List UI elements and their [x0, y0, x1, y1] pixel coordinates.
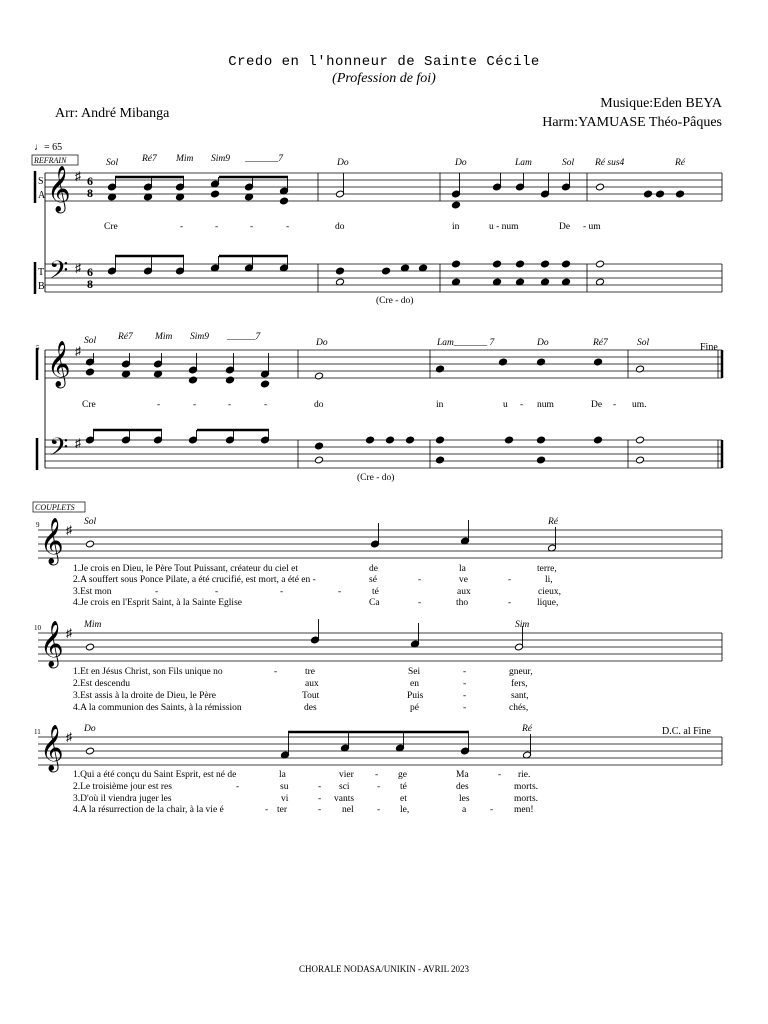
note-head: [561, 260, 570, 268]
chord-symbol: Ré: [675, 158, 686, 168]
lyric: do: [335, 222, 345, 232]
note-head: [536, 436, 545, 444]
lyric: -: [157, 400, 161, 410]
svg-text:ter: ter: [277, 805, 288, 815]
chord-symbol: Mim: [155, 332, 173, 342]
lyric: Cre: [104, 222, 118, 232]
svg-text:2.A souffert sous Ponce Pilate: 2.A souffert sous Ponce Pilate, a été crucifié, est mort, a été en -: [73, 575, 316, 585]
note-head: [655, 190, 664, 198]
svg-text:en: en: [410, 679, 419, 689]
chord-symbol: Do: [537, 338, 549, 348]
svg-text:-: -: [508, 575, 512, 585]
note-head: [385, 436, 394, 444]
svg-text:-: -: [418, 598, 422, 608]
measure-number-9: 9: [36, 521, 40, 529]
svg-text:et: et: [400, 794, 407, 804]
lyric: Cre: [82, 400, 96, 410]
measure-number-11: 11: [34, 728, 41, 736]
svg-text:-: -: [463, 691, 467, 701]
lyric: -: [613, 400, 617, 410]
svg-text:la: la: [279, 770, 286, 780]
time-sig-den: 8: [87, 277, 93, 291]
svg-text:su: su: [280, 782, 289, 792]
svg-text:tre: tre: [305, 667, 316, 677]
svg-text:ve: ve: [459, 575, 468, 585]
lyric: -: [286, 222, 290, 232]
lyric: -: [180, 222, 184, 232]
note-head: [435, 365, 444, 373]
svg-text:ge: ge: [398, 770, 407, 780]
label-tenor: T: [38, 267, 45, 278]
bass-clef-icon: 𝄢: [49, 257, 69, 290]
note-head: [335, 267, 344, 275]
svg-text:li,: li,: [545, 575, 553, 585]
svg-text:-: -: [215, 587, 219, 597]
svg-text:-: -: [338, 587, 342, 597]
note-head: [85, 368, 94, 376]
svg-text:-: -: [236, 782, 240, 792]
svg-text:-: -: [318, 794, 322, 804]
chord-symbol: Mim: [176, 154, 194, 164]
svg-text:4.A la résurrection de la chai: 4.A la résurrection de la chair, à la vie é: [73, 805, 224, 815]
sharp-icon: ♯: [75, 169, 81, 183]
svg-text:-: -: [318, 782, 322, 792]
svg-text:sant,: sant,: [511, 691, 529, 701]
lower-lyric: (Cre - do): [357, 473, 395, 483]
chord-symbol: ______7: [227, 332, 261, 342]
note-head: [405, 436, 414, 444]
verse2-line4: [73, 703, 528, 713]
verse3-line1: [73, 770, 530, 780]
page-title: Credo en l'honneur de Sainte Cécile: [228, 54, 540, 70]
treble-clef-icon: 𝄞: [47, 166, 71, 211]
lyric: in: [436, 400, 444, 410]
treble-clef-icon: 𝄞: [47, 341, 71, 386]
note-head: [435, 436, 444, 444]
svg-text:de: de: [369, 564, 378, 574]
svg-text:morts.: morts.: [514, 782, 539, 792]
note-head: [210, 190, 219, 198]
footer-credit: CHORALE NODASA/UNIKIN - AVRIL 2023: [299, 964, 469, 974]
chord-symbol: Sol: [84, 517, 97, 527]
note-head: [435, 456, 444, 464]
svg-text:cieux,: cieux,: [538, 587, 561, 597]
svg-text:-: -: [463, 703, 467, 713]
verse1-line2: [73, 574, 553, 585]
lyric: do: [314, 400, 324, 410]
svg-text:-: -: [375, 770, 379, 780]
svg-text:1.Qui a été conçu du Saint Esp: 1.Qui a été conçu du Saint Esprit, est né de: [73, 770, 237, 780]
lyric: De: [591, 400, 603, 410]
harmony-credit: Harm:YAMUASE Théo-Pâques: [542, 115, 722, 130]
lyric: De: [559, 222, 571, 232]
svg-text:la: la: [459, 564, 466, 574]
chord-symbol: Do: [84, 724, 96, 734]
svg-text:3.Est assis à la droite de Die: 3.Est assis à la droite de Dieu, le Père: [73, 691, 216, 701]
breve-note: [85, 643, 94, 651]
note-head: [540, 260, 549, 268]
svg-text:Puis: Puis: [407, 691, 424, 701]
chord-symbol: Lam_______ 7: [437, 338, 495, 348]
note-head: [635, 365, 644, 373]
note-head: [504, 436, 513, 444]
svg-text:4.A la communion des Saints, à: 4.A la communion des Saints, à la rémission: [73, 703, 242, 713]
lower-lyric: (Cre - do): [376, 296, 414, 306]
chord-symbol: Ré7: [142, 154, 157, 164]
chord-symbol: Mim: [84, 620, 102, 630]
treble-clef-icon: 𝄞: [40, 725, 64, 770]
svg-text:3.Est mon: 3.Est mon: [73, 587, 112, 597]
dc-al-fine-marking: D.C. al Fine: [662, 726, 711, 737]
svg-text:Sei: Sei: [408, 667, 421, 677]
svg-text:aux: aux: [457, 587, 471, 597]
chord-symbol: Do: [316, 338, 328, 348]
svg-text:tho: tho: [456, 598, 469, 608]
time-sig-num: 6: [87, 265, 93, 279]
note-head: [595, 260, 604, 268]
note-head: [188, 376, 197, 384]
note-head: [365, 436, 374, 444]
sharp-icon: ♯: [75, 344, 81, 358]
note-head: [635, 456, 644, 464]
fine-marking: Fine: [700, 342, 718, 353]
svg-text:té: té: [372, 587, 379, 597]
svg-text:-: -: [377, 782, 381, 792]
chord-symbol: Sim: [515, 620, 530, 630]
note-head: [451, 260, 460, 268]
note-head: [451, 201, 460, 209]
verse1-line3: [73, 587, 561, 597]
chord-symbol: Sol: [106, 158, 119, 168]
svg-text:4.Je crois en l'Esprit Saint,: 4.Je crois en l'Esprit Saint, à la Sainte Eglise: [73, 598, 242, 608]
page-subtitle: (Profession de foi): [332, 71, 436, 86]
verse2-line2: [73, 678, 528, 689]
svg-text:aux: aux: [305, 679, 319, 689]
measure-number-10: 10: [34, 624, 41, 632]
note-head: [635, 436, 644, 444]
label-soprano: S: [38, 176, 44, 187]
svg-text:nel: nel: [342, 805, 354, 815]
note-head: [536, 456, 545, 464]
treble-clef-icon: 𝄞: [40, 621, 64, 666]
arranger-credit: Arr: André Mibanga: [55, 106, 170, 121]
chord-symbol: Ré: [548, 517, 559, 527]
svg-text:vants: vants: [334, 794, 355, 804]
verse2-line1: [73, 667, 533, 677]
svg-text:-: -: [265, 805, 269, 815]
music-credit: Musique:Eden BEYA: [600, 96, 722, 111]
note-head: [492, 260, 501, 268]
svg-text:chés,: chés,: [509, 703, 529, 713]
note-head: [279, 197, 288, 205]
svg-text:-: -: [280, 587, 284, 597]
note-head: [381, 267, 390, 275]
time-sig-num: 6: [87, 174, 93, 188]
svg-text:rie.: rie.: [518, 770, 531, 780]
breve-note: [85, 747, 94, 755]
verse3-line3: [73, 794, 538, 804]
label-alto: A: [38, 190, 46, 201]
svg-text:les: les: [459, 794, 470, 804]
label-bass: B: [38, 281, 45, 292]
svg-text:3.D'où il viendra juger les: 3.D'où il viendra juger les: [73, 794, 172, 804]
chord-symbol: Sol: [637, 338, 650, 348]
note-head: [314, 442, 323, 450]
svg-text:-: -: [463, 667, 467, 677]
svg-text:le,: le,: [400, 805, 410, 815]
lyric: -: [215, 222, 219, 232]
note-head: [643, 190, 652, 198]
svg-text:-: -: [508, 598, 512, 608]
bass-clef-icon: 𝄢: [49, 434, 69, 467]
chord-symbol: _______7: [245, 154, 283, 164]
svg-text:gneur,: gneur,: [509, 667, 533, 677]
tempo-marking: ♩= 65: [34, 142, 63, 153]
note-head: [593, 436, 602, 444]
svg-text:morts.: morts.: [514, 794, 539, 804]
note-head: [515, 260, 524, 268]
verse1-line4: [73, 598, 558, 608]
breve-note: [85, 540, 94, 548]
note-head: [260, 380, 269, 388]
chord-symbol: Do: [337, 158, 349, 168]
lyric: -: [520, 400, 524, 410]
chord-symbol: Sim9: [211, 154, 230, 164]
lyric: - um: [583, 222, 601, 232]
sharp-icon: ♯: [66, 626, 72, 640]
chord-symbol: Ré: [522, 724, 533, 734]
lyric: num: [537, 400, 554, 410]
note-head: [314, 456, 323, 464]
svg-text:des: des: [304, 703, 317, 713]
lyric: -: [264, 400, 268, 410]
note-head: [314, 372, 323, 380]
sharp-icon: ♯: [75, 261, 81, 275]
sharp-icon: ♯: [75, 436, 81, 450]
refrain-label: REFRAIN: [34, 156, 67, 165]
lyric: -: [193, 400, 197, 410]
treble-clef-icon: 𝄞: [40, 518, 64, 563]
svg-text:-: -: [377, 805, 381, 815]
svg-text:2.Est descendu: 2.Est descendu: [73, 679, 130, 689]
chord-symbol: Ré7: [593, 338, 608, 348]
svg-text:1.Je crois en Dieu, le Père To: 1.Je crois en Dieu, le Père Tout Puissant, créateur du ciel et: [73, 564, 298, 574]
svg-text:Tout: Tout: [302, 691, 320, 701]
chord-symbol: Sim9: [190, 332, 209, 342]
chord-symbol: Sol: [562, 158, 575, 168]
svg-text:-: -: [274, 667, 278, 677]
svg-text:terre,: terre,: [537, 564, 557, 574]
lyric: u - num: [489, 222, 519, 232]
lyric: u: [503, 400, 508, 410]
verse2-line3: [73, 691, 529, 701]
measure-number-5: 5: [36, 344, 40, 352]
sharp-icon: ♯: [66, 523, 72, 537]
svg-text:2.Le troisième jour est res: 2.Le troisième jour est res: [73, 782, 172, 792]
chord-symbol: Ré7: [118, 332, 133, 342]
note-head: [593, 358, 602, 366]
note-head: [498, 358, 507, 366]
chord-symbol: Sol: [84, 336, 97, 346]
lyric: in: [452, 222, 460, 232]
chord-symbol: Lam: [515, 158, 532, 168]
svg-text:Ca: Ca: [369, 598, 380, 608]
time-sig-den: 8: [87, 186, 93, 200]
svg-text:pé: pé: [410, 703, 419, 713]
svg-text:lique,: lique,: [537, 598, 559, 608]
lyric: um.: [632, 400, 647, 410]
svg-text:-: -: [418, 575, 422, 585]
note-head: [595, 183, 604, 191]
sharp-icon: ♯: [66, 730, 72, 744]
svg-text:sé: sé: [369, 575, 377, 585]
chord-symbol: Ré sus4: [595, 158, 625, 168]
svg-text:fers,: fers,: [511, 679, 528, 689]
svg-text:té: té: [400, 782, 407, 792]
note-head: [675, 190, 684, 198]
svg-text:vi: vi: [281, 794, 289, 804]
note-head: [536, 358, 545, 366]
svg-text:-: -: [318, 805, 322, 815]
svg-text:a: a: [462, 805, 467, 815]
svg-text:-: -: [463, 679, 467, 689]
svg-text:Ma: Ma: [456, 770, 469, 780]
svg-text:-: -: [498, 770, 502, 780]
svg-text:men!: men!: [514, 805, 534, 815]
couplets-label: COUPLETS: [35, 503, 75, 512]
chord-symbol: Do: [455, 158, 467, 168]
svg-text:des: des: [456, 782, 469, 792]
svg-text:-: -: [490, 805, 494, 815]
lyric: -: [250, 222, 254, 232]
lyric: -: [228, 400, 232, 410]
verse3-line2: [73, 782, 538, 792]
verse3-line4: [73, 805, 534, 815]
verse1-line1: [73, 564, 557, 574]
note-head: [225, 376, 234, 384]
svg-text:1.Et en Jésus Christ, son Fils: 1.Et en Jésus Christ, son Fils unique no: [73, 667, 223, 677]
svg-text:vier: vier: [339, 770, 354, 780]
svg-text:sci: sci: [339, 782, 350, 792]
svg-text:-: -: [155, 587, 159, 597]
